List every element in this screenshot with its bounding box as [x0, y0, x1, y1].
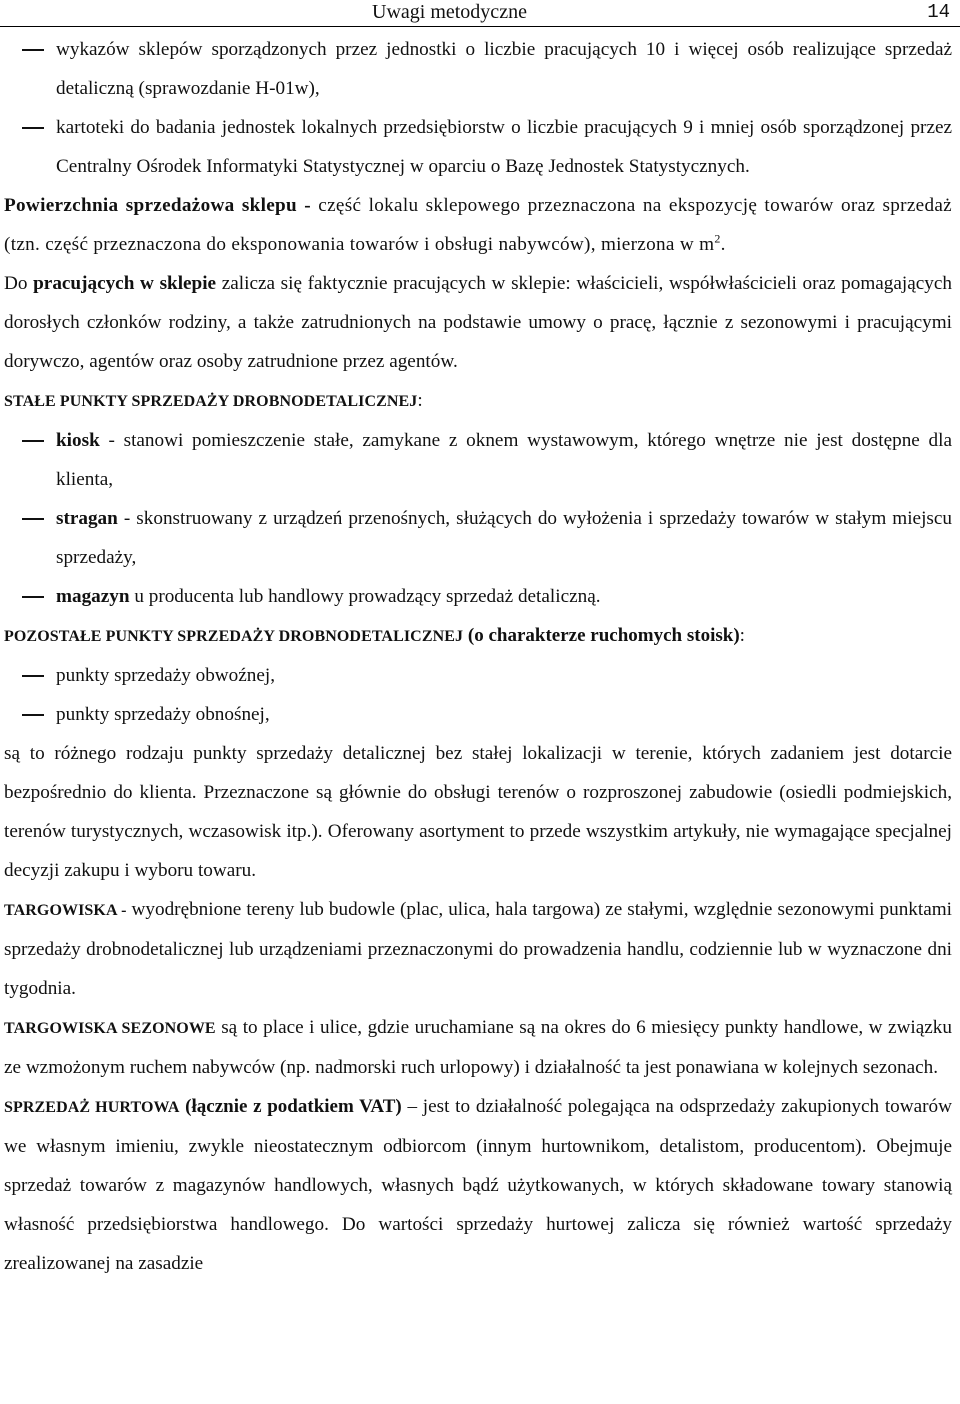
paragraph-text: są to place i ulice, gdzie uruchamiane są na okres do 6 miesięcy punkty handlowe, w związku ze wzmożonym ruchem nabywców (np. nadmorski ruch urlopowy) i działalność ta jest ponawiana w kolejnych sezonach.: [4, 1017, 952, 1078]
heading-text: STAŁE PUNKTY SPRZEDAŻY DROBNODETALICZNEJ: [4, 393, 418, 410]
term-kiosk: kiosk: [56, 430, 100, 451]
paragraph-pozostale: są to różnego rodzaju punkty sprzedaży detalicznej bez stałej lokalizacji w terenie, których zadaniem jest dotarcie bezpośrednio do klienta. Przeznaczone są głównie do obsługi terenów o rozproszonej zabudowie (osiedli podmiejskich, terenów turystycznych, wczasowisk itp.). Oferowany asortyment to przede wszystkim artykuły, nie wymagające specjalnej decyzji zakupu i wyboru towaru.: [4, 743, 952, 881]
section-heading-stale: [4, 381, 952, 421]
paragraph-targowiska: [4, 890, 952, 1008]
term-stragan: stragan: [56, 508, 118, 529]
paragraph-text: część lokalu sklepowego przeznaczona na ekspozycję towarów oraz sprzedaż (tzn. część przeznaczona do eksponowania towarów i obsługi nabywców), mierzona w m: [4, 195, 952, 255]
heading-subtext: (o charakterze ruchomych stoisk): [463, 625, 740, 646]
list-item-text: - skonstruowany z urządzeń przenośnych, służących do wyłożenia i sprzedaży towarów w stałym miejscu sprzedaży,: [56, 508, 952, 568]
list-item: [4, 499, 952, 577]
header-title: Uwagi metodyczne: [372, 1, 527, 23]
list-item: kartoteki do badania jednostek lokalnych przedsiębiorstw o liczbie pracujących 9 i mniej osób sporządzonej przez Centralny Ośrodek Informatyki Statystycznej w oparciu o Bazę Jednostek Statystycznych.: [4, 108, 952, 186]
paragraph-hurtowa: [4, 1087, 952, 1283]
term-targowiska: TARGOWISKA -: [4, 902, 127, 919]
paragraph-powierzchnia: [4, 186, 952, 264]
document-body: [4, 30, 952, 1283]
term-powierzchnia: Powierzchnia sprzedażowa sklepu -: [4, 195, 311, 216]
page-header: [0, 0, 960, 27]
paragraph-targowiska-sezonowe: [4, 1008, 952, 1087]
paragraph-text: – jest to działalność polegająca na odsprzedaży zakupionych towarów we własnym imieniu, zwykle nieostatecznym odbiorcom (innym hurtownikom, detalistom, producentom). Obejmuje sprzedaż towarów z magazynów handlowych, własnych bądź użytkowanych, w których składowane towary stanowią własność przedsiębiorstwa handlowego. Do wartości sprzedaży hurtowej zalicza się również wartość sprzedaży zrealizowanej na zasadzie: [4, 1096, 952, 1274]
superscript: 2: [714, 231, 721, 246]
list-item-text: - stanowi pomieszczenie stałe, zamykane z oknem wystawowym, którego wnętrze nie jest dostępne dla klienta,: [56, 430, 952, 490]
list-item-text: u producenta lub handlowy prowadzący sprzedaż detaliczną.: [129, 586, 601, 607]
list-item: punkty sprzedaży obnośnej,: [4, 695, 952, 734]
paragraph-end: .: [720, 234, 726, 255]
page-number: 14: [927, 1, 950, 23]
paragraph-text: zalicza się faktycznie pracujących w sklepie: właścicieli, współwłaścicieli oraz pomagających dorosłych członków rodziny, a także zatrudnionych na podstawie umowy o pracę, łącznie z sezonowymi i pracującymi dorywczo, agentów oraz osoby zatrudnione przez agentów.: [4, 273, 952, 372]
term-hurtowa-vat: (łącznie z podatkiem VAT): [179, 1096, 402, 1117]
heading-colon: :: [417, 390, 423, 411]
list-item: punkty sprzedaży obwoźnej,: [4, 656, 952, 695]
heading-text: POZOSTAŁE PUNKTY SPRZEDAŻY DROBNODETALICZNEJ: [4, 628, 464, 645]
term-targowiska-sezonowe: TARGOWISKA SEZONOWE: [4, 1020, 216, 1037]
list-item: [4, 577, 952, 616]
heading-colon: :: [739, 625, 745, 646]
paragraph-lead: Do: [4, 273, 34, 294]
term-magazyn: magazyn: [56, 586, 130, 607]
paragraph-text: wyodrębnione tereny lub budowle (plac, ulica, hala targowa) ze stałymi, względnie sezonowymi punktami sprzedaży drobnodetalicznej lub urządzeniami przeznaczonymi do prowadzenia handlu, codziennie lub w wyznaczone dni tygodnia.: [4, 899, 952, 999]
list-item: wykazów sklepów sporządzonych przez jednostki o liczbie pracujących 10 i więcej osób realizujące sprzedaż detaliczną (sprawozdanie H-01w),: [4, 30, 952, 108]
list-item: [4, 421, 952, 499]
paragraph-pracujacy: [4, 264, 952, 381]
section-heading-pozostale: [4, 616, 952, 656]
term-pracujacy: pracujących w sklepie: [33, 273, 217, 294]
term-hurtowa: SPRZEDAŻ HURTOWA: [4, 1099, 180, 1116]
